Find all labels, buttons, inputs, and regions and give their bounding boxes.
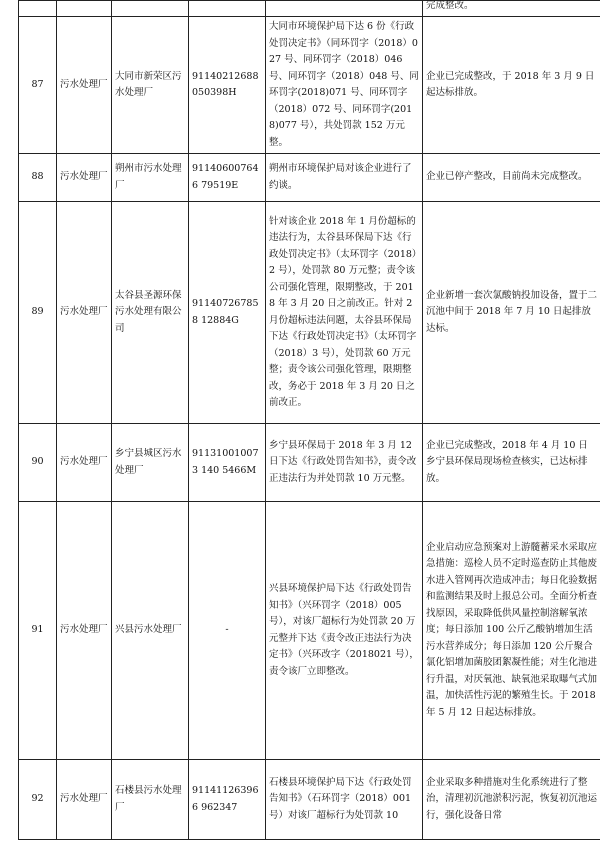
rectify-text: 企业启动应急预案对上游髓蓄采水采取应急措施：巡检人员不定时巡查防止其他废水进入管网再次造成冲击；每日化验数据和监测结果及时上报总公司。全面分析查找原因，采取降低供风量控制溶解氧浓度；每日添加 100 公斤乙酸钠增加生活污水营养成分；每日添加 120 公斤聚合氯化铝增加菌胶团絮凝性能；对生化池进行升温，对厌氧池、缺氧池采取曝气式加温，加快活性污泥的繁殖生长。于 2018 年 5 月 12 日起达标排放。 bbox=[423, 502, 600, 760]
rectify-text: 企业新增一套次氯酸钠投加设备，置于二沉池中间于 2018 年 7 月 10 日起排放达标。 bbox=[423, 202, 600, 424]
penalty-text bbox=[266, 1, 423, 17]
company-name: 太谷县圣源环保污水处理有限公司 bbox=[112, 202, 189, 424]
credit-code: 91140212688050398H bbox=[189, 17, 266, 154]
facility-type: 污水处理厂 bbox=[57, 154, 112, 202]
penalty-text: 大同市环境保护局下达 6 份《行政处罚决定书》（同环罚字（2018）027 号、同环罚字（2018）046 号、同环罚字（2018）048 号、同环罚字(2018)071 号、同环罚字（2018）072 号、同环罚字(2018)077 号），共处罚款 152 万元整。 bbox=[266, 17, 423, 154]
credit-code: 911310010073 140 5466M bbox=[189, 424, 266, 502]
facility-type: 污水处理厂 bbox=[57, 760, 112, 840]
penalty-table bbox=[18, 0, 600, 840]
rectify-text: 企业采取多种措施对生化系统进行了整治，清理初沉池淤积污泥，恢复初沉池运行，强化设备日常 bbox=[423, 760, 600, 840]
facility-type: 污水处理厂 bbox=[57, 202, 112, 424]
company-name: 朔州市污水处理厂 bbox=[112, 154, 189, 202]
rectify-text: 企业已停产整改，目前尚未完成整改。 bbox=[423, 154, 600, 202]
facility-type bbox=[57, 1, 112, 17]
rectify-text-line: 完成整改。 bbox=[426, 0, 474, 11]
row-number: 92 bbox=[19, 760, 57, 840]
table-row bbox=[19, 760, 600, 840]
penalty-text: 针对该企业 2018 年 1 月份超标的违法行为，太谷县环保局下达《行政处罚决定书》（太环罚字（2018）2 号），处罚款 80 万元整；责令该公司强化管理，限期整改，于 2018 年 3 月 20 日之前改正。针对 2 月份超标违法问题，太谷县环保局下达《行政处罚决定书》（太环罚字（2018）3 号），处罚款 60 万元整；责令该公司强化管理，限期整改，务必于 2018 年 3 月 20 日之前改正。 bbox=[266, 202, 423, 424]
table-row bbox=[19, 424, 600, 502]
table-row bbox=[19, 502, 600, 760]
row-number: 87 bbox=[19, 17, 57, 154]
penalty-text: 石楼县环境保护局下达《行政处罚告知书》（石环罚字（2018）001 号）对该厂超标行为处罚款 10 bbox=[266, 760, 423, 840]
table-row bbox=[19, 154, 600, 202]
penalty-text: 乡宁县环保局于 2018 年 3 月 12 日下达《行政处罚告知书》，责令改正违法行为并处罚款 10 万元整。 bbox=[266, 424, 423, 502]
rectify-text: 企业已完成整改，于 2018 年 3 月 9 日起达标排放。 bbox=[423, 17, 600, 154]
facility-type: 污水处理厂 bbox=[57, 424, 112, 502]
credit-code: 911411263966 962347 bbox=[189, 760, 266, 840]
company-name: 石楼县污水处理厂 bbox=[112, 760, 189, 840]
company-name: 兴县污水处理厂 bbox=[112, 502, 189, 760]
company-name: 乡宁县城区污水处理厂 bbox=[112, 424, 189, 502]
facility-type: 污水处理厂 bbox=[57, 502, 112, 760]
table-row bbox=[19, 202, 600, 424]
rectify-text: 企业已完成整改，2018 年 4 月 10 日乡宁县环保局现场检查核实，已达标排放。 bbox=[423, 424, 600, 502]
facility-type: 污水处理厂 bbox=[57, 17, 112, 154]
rectify-text bbox=[423, 1, 600, 17]
credit-code: 911406007646 79519E bbox=[189, 154, 266, 202]
penalty-text: 朔州市环境保护局对该企业进行了约谈。 bbox=[266, 154, 423, 202]
penalty-text: 兴县环境保护局下达《行政处罚告知书》（兴环罚字（2018）005 号），对该厂超标行为处罚款 20 万元整并下达《责令改正违法行为决定书》（兴环改字（2018021 号），责令该厂立即整改。 bbox=[266, 502, 423, 760]
table-row bbox=[19, 17, 600, 154]
credit-code: - bbox=[189, 502, 266, 760]
row-number: 88 bbox=[19, 154, 57, 202]
row-number bbox=[19, 1, 57, 17]
company-name bbox=[112, 1, 189, 17]
row-number: 91 bbox=[19, 502, 57, 760]
row-number: 90 bbox=[19, 424, 57, 502]
credit-code bbox=[189, 1, 266, 17]
company-name: 大同市新荣区污水处理厂 bbox=[112, 17, 189, 154]
table-row bbox=[19, 1, 600, 17]
row-number: 89 bbox=[19, 202, 57, 424]
credit-code: 911407267858 12884G bbox=[189, 202, 266, 424]
